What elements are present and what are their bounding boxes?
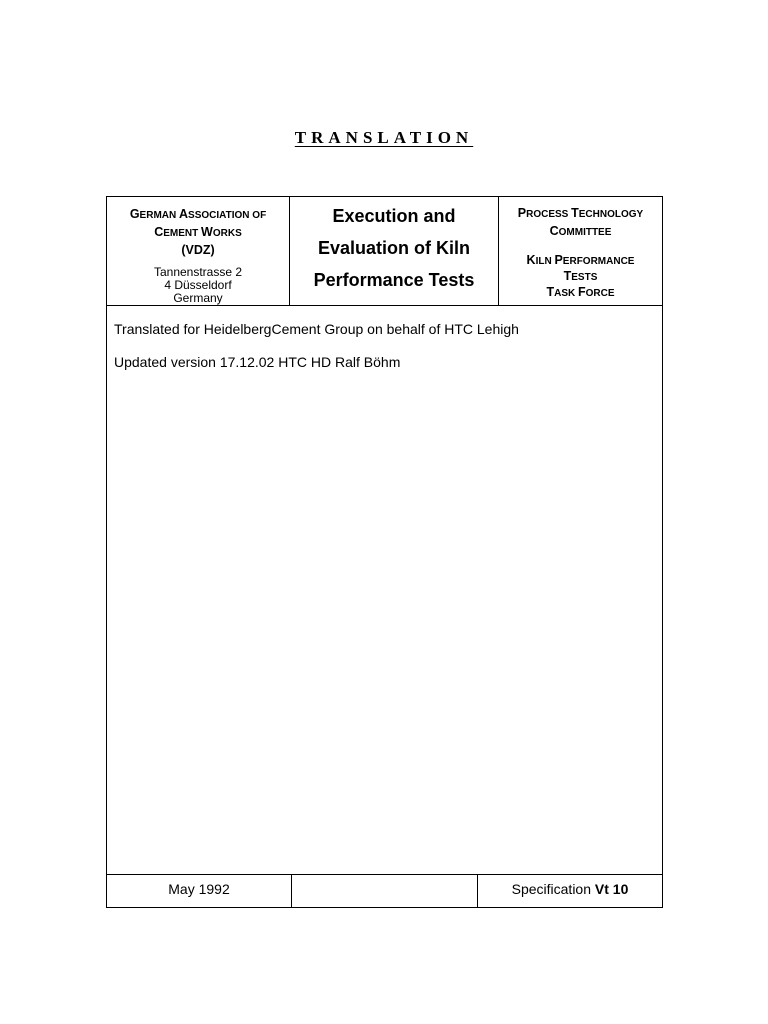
update-note: Updated version 17.12.02 HTC HD Ralf Böhm [114, 354, 401, 370]
org-street: Tannenstrasse 2 [153, 265, 243, 279]
footer-date: May 1992 [107, 875, 292, 907]
committee-name: PROCESS TECHNOLOGY COMMITTEE [517, 206, 644, 238]
org-city: 4 Düsseldorf [164, 278, 232, 292]
footer-row [107, 874, 662, 907]
document-title: TRANSLATION [294, 128, 474, 147]
title-cell [290, 197, 499, 305]
footer-spec [478, 875, 662, 907]
cover-frame [106, 196, 663, 908]
org-name-line1: GERMAN ASSOCIATION OF [129, 207, 267, 221]
header-row [107, 197, 662, 306]
translation-note: Translated for HeidelbergCement Group on behalf of HTC Lehigh [114, 321, 519, 337]
spec-code: Vt 10 [594, 881, 629, 897]
org-name-line2: CEMENT WORKS [154, 225, 242, 239]
task-force-name: KILN PERFORMANCE TESTS TASK FORCE [526, 253, 635, 299]
body-text [114, 321, 519, 387]
org-cell [107, 197, 290, 305]
org-name [107, 206, 289, 258]
org-address [107, 266, 289, 305]
doc-main-title: Execution and Evaluation of Kiln Performance Tests [313, 206, 475, 290]
org-name-line3: (VDZ) [181, 243, 215, 257]
org-country: Germany [173, 291, 223, 305]
footer-middle [292, 875, 478, 907]
committee-cell [499, 197, 662, 305]
spec-label: Specification [511, 881, 595, 897]
